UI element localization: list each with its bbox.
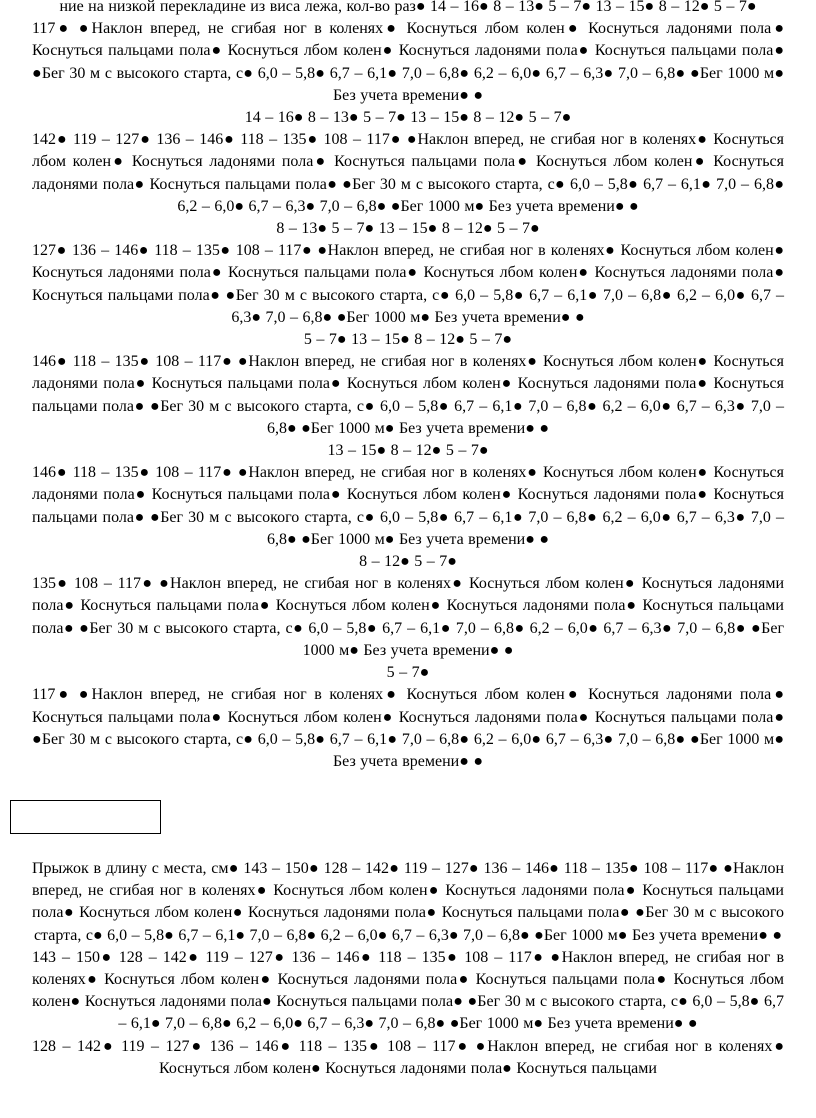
paragraph: 142● 119 – 127● 136 – 146● 118 – 135● 108 – 117● ●Наклон вперед, не сгибая ног в коленях● Коснуться лбом колен● Коснуться ладонями пола● Коснуться пальцами пола● Коснуться лбом колен● Коснуться ладонями пола● Коснуться пальцами пола● ●Бег 30 м с высокого старта, с● 6,0 – 5,8● 6,7 – 6,1● 7,0 – 6,8● 6,2 – 6,0● 6,7 – 6,3● 7,0 – 6,8● ●Бег 1000 м● Без учета времени● ● xyxy=(32,131,784,215)
paragraph: 135● 108 – 117● ●Наклон вперед, не сгибая ног в коленях● Коснуться лбом колен● Коснуться ладонями пола● Коснуться пальцами пола● Коснуться лбом колен● Коснуться ладонями пола● Коснуться пальцами пола● ●Бег 30 м с высокого старта, с● 6,0 – 5,8● 6,7 – 6,1● 7,0 – 6,8● 6,2 – 6,0● 6,7 – 6,3● 7,0 – 6,8● ●Бег 1000 м● Без учета времени● ● xyxy=(32,575,784,659)
paragraph: 128 – 142● 119 – 127● 136 – 146● 118 – 135● 108 – 117● ●Наклон вперед, не сгибая ног в коленях● Коснуться лбом колен● Коснуться ладонями пола● Коснуться пальцами xyxy=(32,1037,784,1077)
document-page-top xyxy=(32,0,784,773)
paragraph: 13 – 15● 8 – 12● 5 – 7● xyxy=(327,442,489,460)
paragraph: Прыжок в длину с места, см● 143 – 150● 128 – 142● 119 – 127● 136 – 146● 118 – 135● 108 – 117● ●Наклон вперед, не сгибая ног в коленях● Коснуться лбом колен● Коснуться ладонями пола● Коснуться пальцами пола● Коснуться лбом колен● Коснуться ладонями пола● Коснуться пальцами пола● ●Бег 30 м с высокого старта, с● 6,0 – 5,8● 6,7 – 6,1● 7,0 – 6,8● 6,2 – 6,0● 6,7 – 6,3● 7,0 – 6,8● ●Бег 1000 м● Без учета времени● ● xyxy=(32,860,784,944)
paragraph: 146● 118 – 135● 108 – 117● ●Наклон вперед, не сгибая ног в коленях● Коснуться лбом колен● Коснуться ладонями пола● Коснуться пальцами пола● Коснуться лбом колен● Коснуться ладонями пола● Коснуться пальцами пола● ●Бег 30 м с высокого старта, с● 6,0 – 5,8● 6,7 – 6,1● 7,0 – 6,8● 6,2 – 6,0● 6,7 – 6,3● 7,0 – 6,8● ●Бег 1000 м● Без учета времени● ● xyxy=(32,353,784,437)
paragraph: 8 – 13● 5 – 7● 13 – 15● 8 – 12● 5 – 7● xyxy=(276,220,540,238)
paragraph: 14 – 16● 8 – 13● 5 – 7● 13 – 15● 8 – 12● 5 – 7● xyxy=(244,109,572,127)
paragraph: 117● ●Наклон вперед, не сгибая ног в коленях● Коснуться лбом колен● Коснуться ладонями пола● Коснуться пальцами пола● Коснуться лбом колен● Коснуться ладонями пола● Коснуться пальцами пола● ●Бег 30 м с высокого старта, с● 6,0 – 5,8● 6,7 – 6,1● 7,0 – 6,8● 6,2 – 6,0● 6,7 – 6,3● 7,0 – 6,8● ●Бег 1000 м● Без учета времени● ● xyxy=(32,20,784,104)
paragraph: 5 – 7● xyxy=(386,664,430,682)
paragraph: 143 – 150● 128 – 142● 119 – 127● 136 – 146● 118 – 135● 108 – 117● ●Наклон вперед, не сгибая ног в коленях● Коснуться лбом колен● Коснуться ладонями пола● Коснуться пальцами пола● Коснуться лбом колен● Коснуться ладонями пола● Коснуться пальцами пола● ●Бег 30 м с высокого старта, с● 6,0 – 5,8● 6,7 – 6,1● 7,0 – 6,8● 6,2 – 6,0● 6,7 – 6,3● 7,0 – 6,8● ●Бег 1000 м● Без учета времени● ● xyxy=(32,948,784,1033)
paragraph: 5 – 7● 13 – 15● 8 – 12● 5 – 7● xyxy=(303,331,513,349)
paragraph: ние на низкой перекладине из виса лежа, кол-во раз● 14 – 16● 8 – 13● 5 – 7● 13 – 15● 8 – 12● 5 – 7● xyxy=(59,0,757,15)
paragraph: 146● 118 – 135● 108 – 117● ●Наклон вперед, не сгибая ног в коленях● Коснуться лбом колен● Коснуться ладонями пола● Коснуться пальцами пола● Коснуться лбом колен● Коснуться ладонями пола● Коснуться пальцами пола● ●Бег 30 м с высокого старта, с● 6,0 – 5,8● 6,7 – 6,1● 7,0 – 6,8● 6,2 – 6,0● 6,7 – 6,3● 7,0 – 6,8● ●Бег 1000 м● Без учета времени● ● xyxy=(32,464,784,548)
paragraph: 8 – 12● 5 – 7● xyxy=(359,553,457,571)
empty-frame-box xyxy=(10,800,161,834)
document-page-bottom xyxy=(32,858,784,1080)
paragraph: 127● 136 – 146● 118 – 135● 108 – 117● ●Наклон вперед, не сгибая ног в коленях● Коснуться лбом колен● Коснуться ладонями пола● Коснуться пальцами пола● Коснуться лбом колен● Коснуться ладонями пола● Коснуться пальцами пола● ●Бег 30 м с высокого старта, с● 6,0 – 5,8● 6,7 – 6,1● 7,0 – 6,8● 6,2 – 6,0● 6,7 – 6,3● 7,0 – 6,8● ●Бег 1000 м● Без учета времени● ● xyxy=(32,242,784,326)
paragraph: 117● ●Наклон вперед, не сгибая ног в коленях● Коснуться лбом колен● Коснуться ладонями пола● Коснуться пальцами пола● Коснуться лбом колен● Коснуться ладонями пола● Коснуться пальцами пола● ●Бег 30 м с высокого старта, с● 6,0 – 5,8● 6,7 – 6,1● 7,0 – 6,8● 6,2 – 6,0● 6,7 – 6,3● 7,0 – 6,8● ●Бег 1000 м● Без учета времени● ● xyxy=(32,686,784,770)
